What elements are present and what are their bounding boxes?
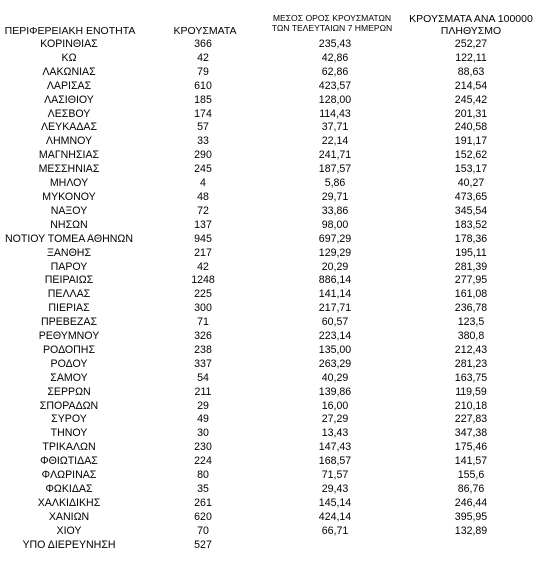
- header-per-line1: ΚΡΟΥΣΜΑΤΑ ΑΝΑ 100000: [409, 13, 533, 25]
- region-cell: ΚΩ: [61, 51, 77, 64]
- table-row: [0, 330, 540, 344]
- region-cell: ΦΛΩΡΙΝΑΣ: [41, 469, 97, 482]
- cases-cell: 72: [197, 204, 209, 217]
- per-100000-cell: 178,36: [454, 232, 488, 245]
- per-100000-cell: 86,76: [457, 483, 485, 495]
- table-row: [0, 135, 540, 149]
- header-seven-day-average: [262, 13, 402, 33]
- seven-day-average-cell: 886,14: [318, 274, 352, 287]
- seven-day-average-cell: 697,29: [318, 232, 352, 245]
- cases-table-body: [0, 38, 540, 553]
- cases-cell: 71: [197, 316, 209, 329]
- cases-cell: 337: [194, 357, 212, 370]
- cases-cell: 230: [194, 441, 212, 454]
- cases-cell: 54: [197, 371, 209, 384]
- cases-cell: 35: [197, 483, 209, 495]
- cases-cell: 57: [197, 121, 209, 134]
- cases-cell: 261: [194, 496, 212, 509]
- table-row: [0, 386, 540, 400]
- per-100000-cell: [402, 539, 540, 553]
- seven-day-average-cell: 60,57: [321, 316, 349, 329]
- cases-cell: 217: [194, 246, 212, 259]
- cases-cell: 4: [200, 177, 206, 190]
- table-row: [0, 455, 540, 469]
- seven-day-average-cell: 424,14: [318, 510, 352, 523]
- region-cell: ΜΥΚΟΝΟΥ: [42, 190, 96, 203]
- region-cell: ΧΑΝΙΩΝ: [48, 510, 90, 523]
- cases-cell: 225: [194, 288, 212, 301]
- seven-day-average-cell: 40,29: [321, 371, 349, 384]
- table-row: [0, 427, 540, 441]
- cases-cell: 33: [197, 135, 209, 148]
- cases-cell: 366: [194, 38, 212, 50]
- cases-cell: 211: [194, 385, 212, 398]
- header-region: [0, 26, 140, 36]
- seven-day-average-cell: 33,86: [321, 204, 349, 217]
- per-100000-cell: 281,39: [454, 260, 488, 273]
- header-avg-line1: ΜΕΣΟΣ ΟΡΟΣ ΚΡΟΥΣΜΑΤΩΝ: [272, 13, 392, 23]
- table-row: [0, 288, 540, 302]
- per-100000-cell: 227,83: [454, 413, 488, 426]
- table-row: [0, 274, 540, 288]
- seven-day-average-cell: 223,14: [318, 330, 352, 343]
- per-100000-cell: 153,17: [454, 163, 488, 176]
- region-cell: ΜΗΛΟΥ: [49, 177, 89, 190]
- table-row: [0, 469, 540, 483]
- seven-day-average-cell: 129,29: [318, 246, 352, 259]
- region-cell: ΡΕΘΥΜΝΟΥ: [38, 330, 100, 343]
- per-100000-cell: 161,08: [454, 288, 488, 301]
- cases-cell: 224: [194, 455, 212, 468]
- region-cell: ΠΡΕΒΕΖΑΣ: [41, 316, 97, 329]
- seven-day-average-cell: 27,29: [321, 413, 349, 426]
- region-cell: ΤΗΝΟΥ: [50, 427, 88, 440]
- region-cell: ΦΩΚΙΔΑΣ: [45, 483, 93, 495]
- seven-day-average-cell: 187,57: [318, 163, 352, 176]
- per-100000-cell: 236,78: [454, 302, 488, 315]
- table-row: [0, 358, 540, 372]
- seven-day-average-cell: 29,71: [321, 190, 349, 203]
- cases-cell: 49: [197, 413, 209, 426]
- seven-day-average-cell: 235,43: [318, 38, 352, 50]
- cases-cell: 42: [197, 260, 209, 273]
- per-100000-cell: 175,46: [454, 441, 488, 454]
- seven-day-average-cell: 62,86: [321, 65, 349, 78]
- region-cell: ΚΟΡΙΝΘΙΑΣ: [40, 38, 98, 50]
- per-100000-cell: 245,42: [454, 93, 488, 106]
- region-cell: ΠΕΛΛΑΣ: [47, 288, 91, 301]
- per-100000-cell: 240,58: [454, 121, 488, 134]
- region-cell: ΣΠΟΡΑΔΩΝ: [39, 399, 99, 412]
- table-row: [0, 247, 540, 261]
- per-100000-cell: 246,44: [454, 496, 488, 509]
- region-cell: ΛΑΚΩΝΙΑΣ: [42, 65, 96, 78]
- cases-cell: 238: [194, 343, 212, 356]
- region-cell: ΥΠΟ ΔΙΕΡΕΥΝΗΣΗ: [22, 538, 116, 551]
- cases-cell: 30: [197, 427, 209, 440]
- region-cell: ΣΥΡΟΥ: [51, 413, 87, 426]
- table-row: [0, 219, 540, 233]
- cases-table: [0, 38, 540, 553]
- table-row: [0, 372, 540, 386]
- per-100000-cell: 155,6: [457, 469, 485, 482]
- seven-day-average-cell: 29,43: [321, 483, 349, 495]
- region-cell: ΦΘΙΩΤΙΔΑΣ: [40, 455, 98, 468]
- cases-cell: 620: [194, 510, 212, 523]
- region-cell: ΛΗΜΝΟΥ: [45, 135, 93, 148]
- header-per-100000: [402, 13, 540, 37]
- region-cell: ΧΑΛΚΙΔΙΚΗΣ: [37, 496, 101, 509]
- cases-cell: 137: [194, 218, 212, 231]
- per-100000-cell: 210,18: [454, 399, 488, 412]
- cases-cell: 174: [194, 107, 212, 120]
- seven-day-average-cell: 66,71: [321, 524, 349, 537]
- cases-cell: 1248: [191, 274, 215, 287]
- per-100000-cell: 152,62: [454, 149, 488, 162]
- region-cell: ΠΑΡΟΥ: [50, 260, 88, 273]
- seven-day-average-cell: 22,14: [321, 135, 349, 148]
- per-100000-cell: 380,8: [457, 330, 485, 343]
- table-row: [0, 149, 540, 163]
- per-100000-cell: 123,5: [457, 316, 485, 329]
- seven-day-average-cell: 241,71: [318, 149, 352, 162]
- per-100000-cell: 88,63: [457, 65, 485, 78]
- table-row: [0, 121, 540, 135]
- per-100000-cell: 195,11: [455, 246, 487, 259]
- per-100000-cell: 252,27: [454, 38, 488, 50]
- per-100000-cell: 347,38: [454, 427, 488, 440]
- region-cell: ΝΟΤΙΟΥ ΤΟΜΕΑ ΑΘΗΝΩΝ: [4, 232, 134, 245]
- seven-day-average-cell: 135,00: [318, 343, 352, 356]
- table-row: [0, 177, 540, 191]
- per-100000-cell: 201,31: [454, 107, 488, 120]
- per-100000-cell: 163,75: [454, 371, 488, 384]
- table-row: [0, 38, 540, 52]
- header-per-line2: ΠΛΗΘΥΣΜΟ: [440, 25, 502, 37]
- seven-day-average-cell: 42,86: [321, 51, 349, 64]
- cases-cell: 300: [194, 302, 212, 315]
- cases-cell: 290: [194, 149, 212, 162]
- region-cell: ΛΑΣΙΘΙΟΥ: [44, 93, 94, 106]
- per-100000-cell: 122,11: [455, 51, 487, 64]
- header-avg-line2: ΤΩΝ ΤΕΛΕΥΤΑΙΩΝ 7 ΗΜΕΡΩΝ: [271, 23, 393, 33]
- table-row: [0, 511, 540, 525]
- table-row: [0, 163, 540, 177]
- region-cell: ΤΡΙΚΑΛΩΝ: [42, 441, 96, 454]
- table-row: [0, 413, 540, 427]
- table-header: [0, 10, 540, 40]
- cases-cell: 245: [194, 163, 212, 176]
- per-100000-cell: 214,54: [454, 79, 488, 92]
- table-row: [0, 497, 540, 511]
- header-cases-label: ΚΡΟΥΣΜΑΤΑ: [173, 25, 237, 37]
- region-cell: ΝΗΣΩΝ: [50, 218, 88, 231]
- seven-day-average-cell: 139,86: [318, 385, 352, 398]
- seven-day-average-cell: 147,43: [318, 441, 352, 454]
- table-row: [0, 233, 540, 247]
- seven-day-average-cell: 20,29: [321, 260, 349, 273]
- per-100000-cell: 141,57: [454, 455, 488, 468]
- per-100000-cell: 191,17: [454, 135, 488, 148]
- header-region-label: ΠΕΡΙΦΕΡΕΙΑΚΗ ΕΝΟΤΗΤΑ: [4, 25, 136, 37]
- region-cell: ΞΑΝΘΗΣ: [46, 246, 92, 259]
- table-row: [0, 108, 540, 122]
- table-row: [0, 94, 540, 108]
- cases-cell: 80: [197, 469, 209, 482]
- seven-day-average-cell: 71,57: [321, 469, 349, 482]
- table-row: [0, 80, 540, 94]
- cases-cell: 42: [197, 51, 209, 64]
- cases-cell: 945: [194, 232, 212, 245]
- cases-cell: 527: [194, 538, 212, 551]
- cases-cell: 185: [194, 93, 212, 106]
- per-100000-cell: 473,65: [454, 190, 488, 203]
- region-cell: ΡΟΔΟΠΗΣ: [42, 343, 96, 356]
- table-row: [0, 539, 540, 553]
- per-100000-cell: 277,95: [454, 274, 488, 287]
- table-row: [0, 261, 540, 275]
- header-cases: [150, 26, 260, 36]
- seven-day-average-cell: 141,14: [318, 288, 352, 301]
- region-cell: ΝΑΞΟΥ: [50, 204, 88, 217]
- per-100000-cell: 183,52: [454, 218, 488, 231]
- per-100000-cell: 395,95: [454, 510, 488, 523]
- seven-day-average-cell: 168,57: [318, 455, 352, 468]
- per-100000-cell: 40,27: [457, 177, 485, 190]
- seven-day-average-cell: 128,00: [318, 93, 352, 106]
- table-row: [0, 191, 540, 205]
- table-row: [0, 66, 540, 80]
- per-100000-cell: 119,59: [455, 385, 487, 398]
- region-cell: ΡΟΔΟΥ: [50, 357, 88, 370]
- cases-cell: 29: [197, 399, 209, 412]
- region-cell: ΣΕΡΡΩΝ: [47, 385, 91, 398]
- region-cell: ΜΑΓΝΗΣΙΑΣ: [38, 149, 100, 162]
- seven-day-average-cell: 98,00: [321, 218, 349, 231]
- cases-cell: 326: [194, 330, 212, 343]
- seven-day-average-cell: 13,43: [321, 427, 349, 440]
- cases-cell: 70: [197, 524, 209, 537]
- region-cell: ΧΙΟΥ: [56, 524, 82, 537]
- region-cell: ΛΑΡΙΣΑΣ: [46, 79, 92, 92]
- table-row: [0, 400, 540, 414]
- table-row: [0, 205, 540, 219]
- table-row: [0, 525, 540, 539]
- region-cell: ΛΕΥΚΑΔΑΣ: [40, 121, 98, 134]
- region-cell: ΠΕΙΡΑΙΩΣ: [44, 274, 94, 287]
- seven-day-average-cell: 217,71: [318, 302, 352, 315]
- cases-cell: 610: [194, 79, 212, 92]
- region-cell: ΜΕΣΣΗΝΙΑΣ: [38, 163, 100, 176]
- table-row: [0, 316, 540, 330]
- seven-day-average-cell: 263,29: [318, 357, 352, 370]
- per-100000-cell: 281,23: [454, 357, 488, 370]
- table-row: [0, 52, 540, 66]
- cases-cell: 79: [197, 65, 209, 78]
- seven-day-average-cell: 114,43: [319, 107, 351, 120]
- seven-day-average-cell: 37,71: [321, 121, 349, 134]
- seven-day-average-cell: 5,86: [324, 177, 346, 190]
- per-100000-cell: 132,89: [454, 524, 488, 537]
- cases-cell: 48: [197, 190, 209, 203]
- table-row: [0, 441, 540, 455]
- region-cell: ΛΕΣΒΟΥ: [47, 107, 91, 120]
- seven-day-average-cell: [268, 539, 402, 553]
- seven-day-average-cell: 423,57: [318, 79, 352, 92]
- per-100000-cell: 345,54: [454, 204, 488, 217]
- seven-day-average-cell: 16,00: [321, 399, 349, 412]
- region-cell: ΣΑΜΟΥ: [50, 371, 88, 384]
- table-row: [0, 344, 540, 358]
- seven-day-average-cell: 145,14: [318, 496, 352, 509]
- region-cell: ΠΙΕΡΙΑΣ: [48, 302, 90, 315]
- table-row: [0, 483, 540, 497]
- table-row: [0, 302, 540, 316]
- per-100000-cell: 212,43: [454, 343, 488, 356]
